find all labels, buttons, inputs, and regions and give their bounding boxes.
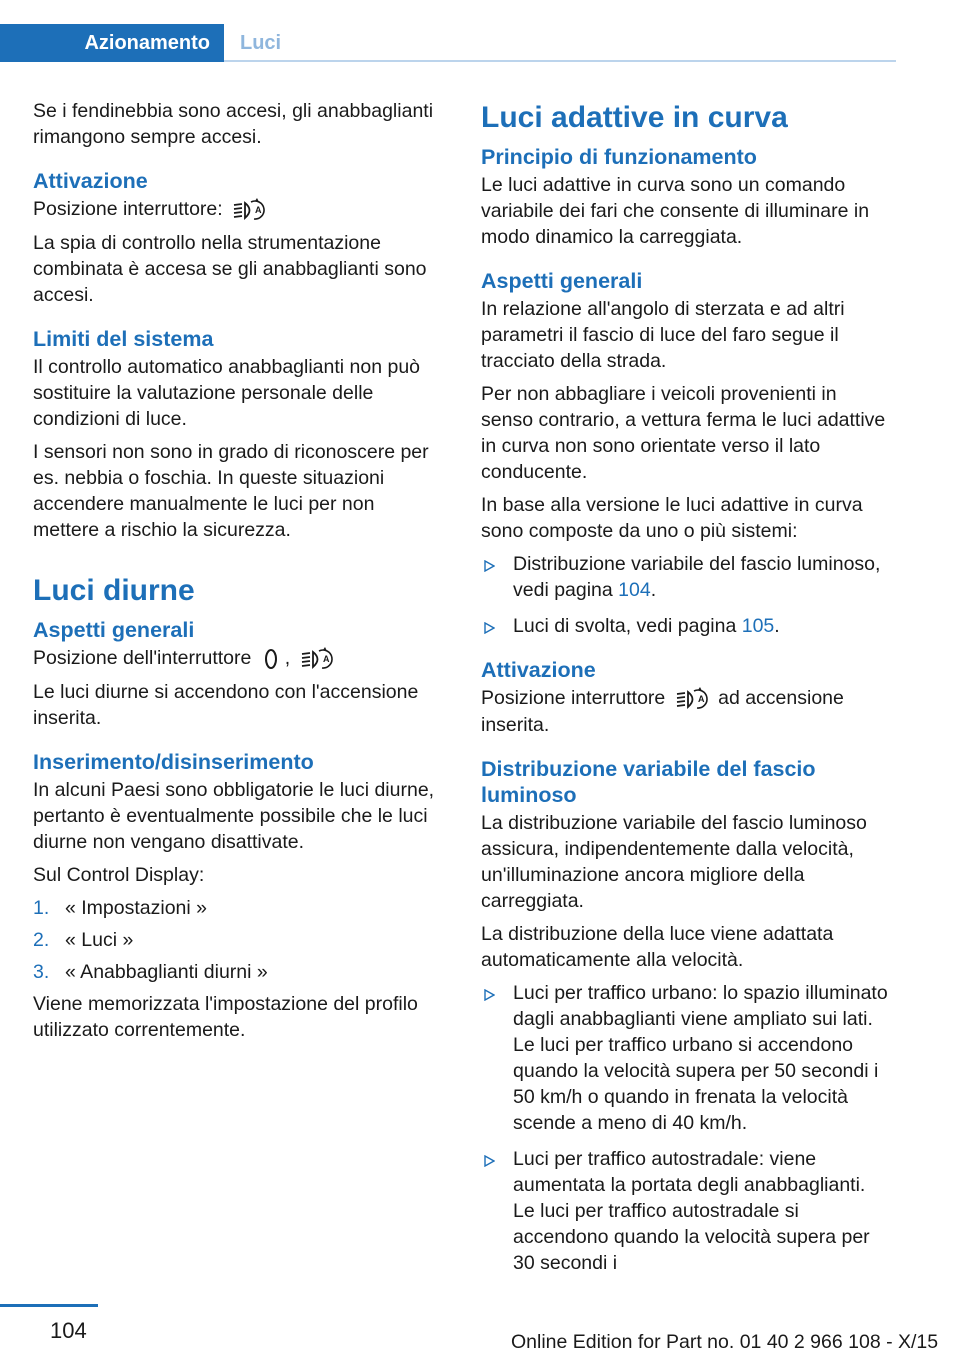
aspetti-generali-heading: Aspetti generali xyxy=(481,269,643,293)
left-column xyxy=(33,98,443,1050)
switch-position-zero-icon xyxy=(261,646,281,672)
intro-text: Se i fendinebbia sono accesi, gli anabbaglianti rimangono sempre accesi. xyxy=(33,100,434,148)
distribuzione-paragraph-2: La distribuzione della luce viene adattata automaticamente alla velocità. xyxy=(481,922,834,971)
limiti-heading: Limiti del sistema xyxy=(33,326,214,351)
inserimento-paragraph-2: Sul Control Display: xyxy=(33,863,205,886)
list-item: Distribuzione variabile del fascio luminoso, vedi pagina 104. xyxy=(481,551,891,603)
subsection-tab[interactable]: Luci xyxy=(240,32,282,54)
page-header xyxy=(0,0,960,64)
triangle-bullet-icon xyxy=(483,622,495,634)
step-text: « Impostazioni » xyxy=(65,896,207,919)
attivazione-position-label: Posizione interruttore: xyxy=(33,198,223,220)
header-rule xyxy=(224,60,896,62)
list-item xyxy=(33,895,443,921)
luci-diurne-title: Luci diurne xyxy=(33,573,195,607)
system-text: Luci di svolta, vedi pagina xyxy=(513,615,737,637)
attivazione-heading: Attivazione xyxy=(481,658,596,682)
distribuzione-paragraph-1: La distribuzione variabile del fascio luminoso assicura, indipendentemente dalla velocità, un'illuminazione ancora migliore della carreggiata. xyxy=(481,811,867,912)
right-column xyxy=(481,98,891,1286)
list-item xyxy=(33,959,443,985)
attivazione-position xyxy=(33,196,443,223)
luci-adattive-title: Luci adattive in curva xyxy=(481,101,788,134)
auto-headlight-icon xyxy=(675,686,709,712)
bullet-text: Luci per traffico autostradale: viene aumentata la portata degli anabbaglianti. Le luci per traffico autostradale si accendono quando la velocità supera per 30 secondi i xyxy=(513,1147,870,1274)
system-text: Distribuzione variabile del fascio luminoso, vedi pagina xyxy=(513,553,881,601)
step-number: 3. xyxy=(33,960,50,983)
step-text: « Anabbaglianti diurni » xyxy=(65,960,268,983)
step-number: 1. xyxy=(33,896,50,919)
step-text: « Luci » xyxy=(65,928,134,951)
footer-rule xyxy=(0,1304,98,1307)
aspetti-paragraph-2: Per non abbagliare i veicoli provenienti in senso contrario, a vettura ferma le luci adattive in curva non sono orientate verso il lato conducente. xyxy=(481,383,886,483)
aspetti-generali-heading: Aspetti generali xyxy=(33,617,195,642)
attivazione-text xyxy=(481,685,891,738)
triangle-bullet-icon xyxy=(483,1155,495,1167)
outro-text: Viene memorizzata l'impostazione del profilo utilizzato correntemente. xyxy=(33,992,418,1041)
aspetti-text: Le luci diurne si accendono con l'accensione inserita. xyxy=(33,680,419,729)
systems-list xyxy=(481,551,891,639)
principio-heading: Principio di funzionamento xyxy=(481,145,757,169)
attivazione-text: La spia di controllo nella strumentazione combinata è accesa se gli anabbaglianti sono accesi. xyxy=(33,231,427,306)
triangle-bullet-icon xyxy=(483,560,495,572)
inserimento-heading: Inserimento/disinserimento xyxy=(33,749,314,774)
bullet-text: Luci per traffico urbano: lo spazio illuminato dagli anabbaglianti viene ampliato sui lati. Le luci per traffico urbano si accendono quando la velocità supera per 50 secondi i 50 km/h o quando in frenata la velocità scende a meno di 40 km/h. xyxy=(513,981,888,1134)
page-link[interactable]: 104 xyxy=(618,579,651,601)
list-item xyxy=(33,927,443,953)
aspetti-position-label: Posizione dell'interruttore xyxy=(33,646,252,669)
edition-footer: Online Edition for Part no. 01 40 2 966 108 - X/15 xyxy=(511,1331,939,1353)
step-number: 2. xyxy=(33,928,50,951)
control-display-steps xyxy=(33,895,443,985)
attivazione-pre: Posizione interruttore xyxy=(481,687,666,709)
aspetti-paragraph-3: In base alla versione le luci adattive in curva sono composte da uno o più sistemi: xyxy=(481,494,863,542)
auto-headlight-icon xyxy=(232,197,266,223)
limiti-paragraph-2: I sensori non sono in grado di riconoscere per es. nebbia o foschia. In queste situazioni accendere manualmente le luci per non mettere a rischio la sicurezza. xyxy=(33,440,429,541)
attivazione-post: ad accensione inserita. xyxy=(481,687,844,736)
list-item: Luci di svolta, vedi pagina 105. xyxy=(481,613,891,639)
aspetti-position xyxy=(33,645,443,672)
distribution-modes-list xyxy=(481,980,891,1276)
auto-headlight-icon xyxy=(300,646,334,672)
page-link[interactable]: 105 xyxy=(741,615,775,637)
attivazione-heading: Attivazione xyxy=(33,169,148,193)
triangle-bullet-icon xyxy=(483,989,495,1001)
list-item xyxy=(481,980,891,1136)
aspetti-paragraph-1: In relazione all'angolo di sterzata e ad altri parametri il fascio di luce del faro segue il tracciato della strada. xyxy=(481,298,845,372)
principio-text: Le luci adattive in curva sono un comando variabile dei fari che consente di illuminare in modo dinamico la carreggiata. xyxy=(481,174,870,248)
icon-separator: , xyxy=(284,646,291,669)
page-number: 104 xyxy=(50,1318,87,1343)
limiti-paragraph-1: Il controllo automatico anabbaglianti non può sostituire la valutazione personale delle condizioni di luce. xyxy=(33,355,421,430)
distribuzione-heading: Distribuzione variabile del fascio luminoso xyxy=(481,756,816,807)
inserimento-paragraph-1: In alcuni Paesi sono obbligatorie le luci diurne, pertanto è eventualmente possibile che le luci diurne non vengano disattivate. xyxy=(33,778,435,853)
section-tab[interactable]: Azionamento xyxy=(0,24,224,62)
list-item xyxy=(481,1146,891,1276)
